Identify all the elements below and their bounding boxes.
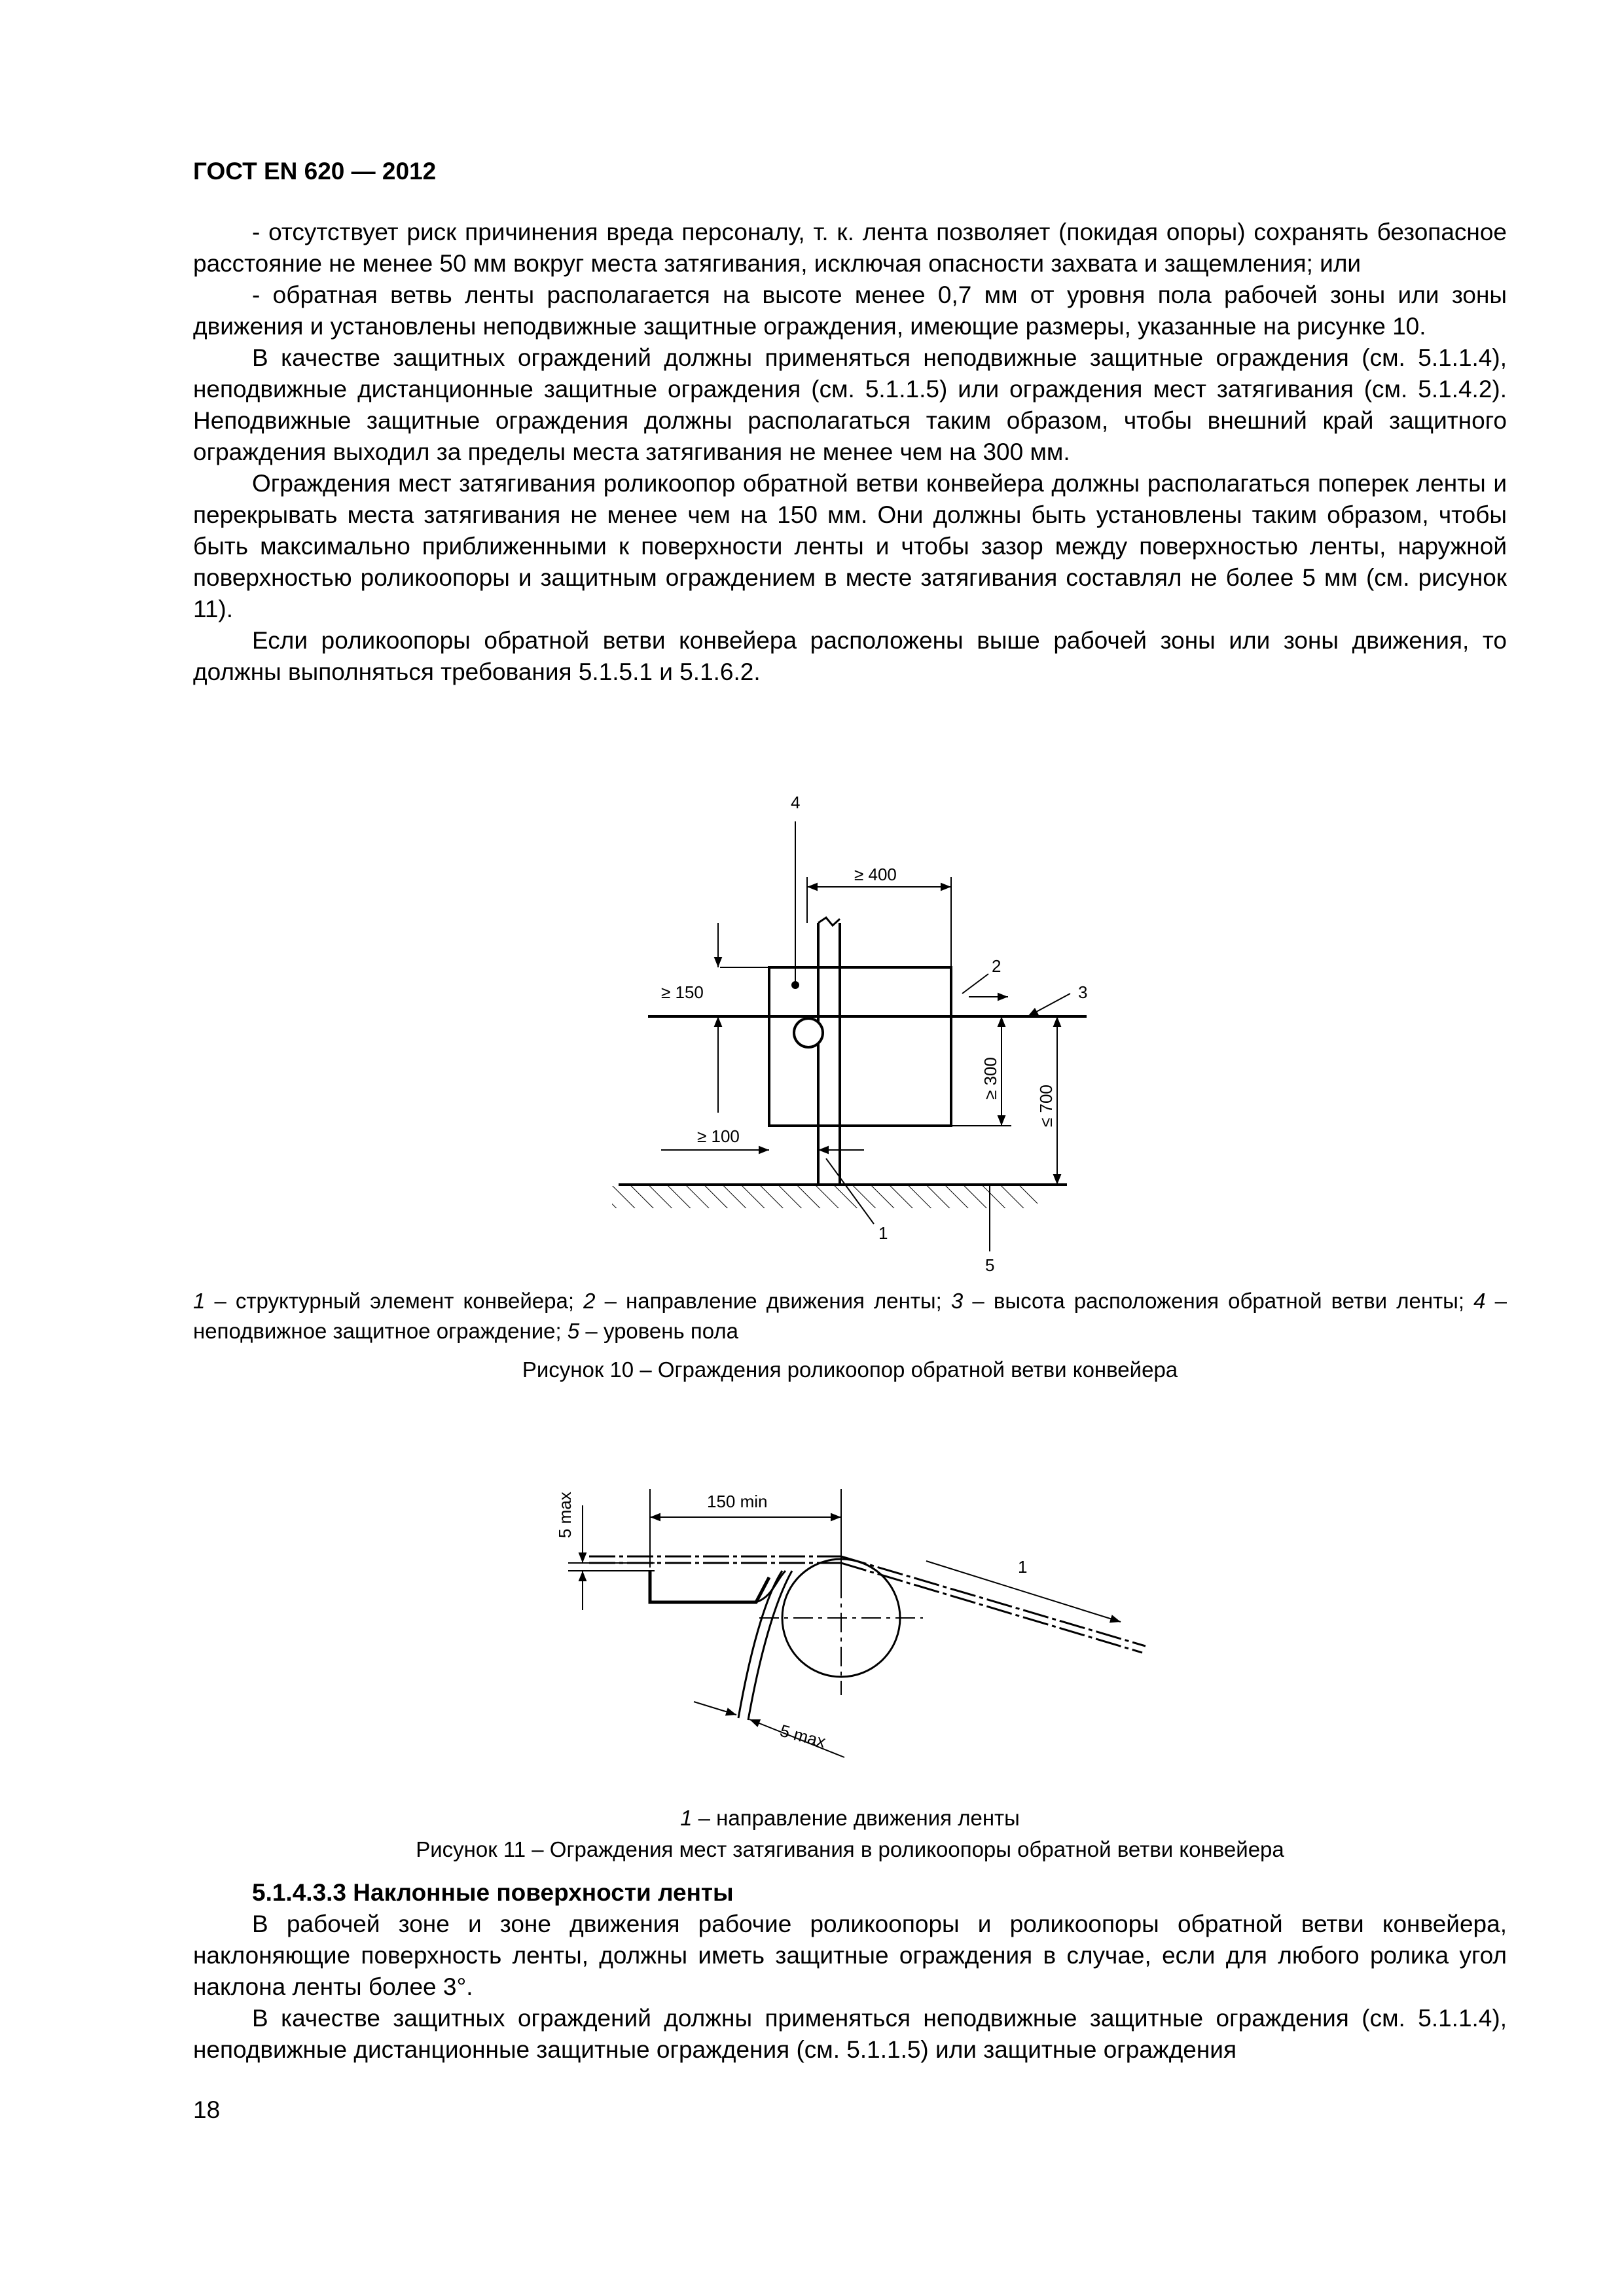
legend-text: – направление движения ленты (692, 1806, 1020, 1830)
dim-700-label: ≤ 700 (1036, 1085, 1056, 1127)
paragraph: - отсутствует риск причинения вреда персоналу, т. к. лента позволяет (покидая опоры) сохранять безопасное расстояние не менее 50 мм вокруг места затягивания, исключая опасности захвата и защемления; или (193, 219, 1507, 277)
paragraph: - обратная ветвь ленты располагается на высоте менее 0,7 мм от уровня пола рабочей зоны или зоны движения и установлены неподвижные защитные ограждения, имеющие размеры, указанные на рисунке 10. (193, 281, 1507, 340)
callout-3: 3 (1078, 982, 1088, 1002)
figure-11-caption: Рисунок 11 – Ограждения мест затягивания в роликоопоры обратной ветви конвейера (416, 1837, 1284, 1861)
callout-4: 4 (791, 793, 801, 812)
callout-5: 5 (985, 1255, 995, 1275)
dim-5max-diag-a (694, 1702, 736, 1715)
body-text-bottom (193, 1909, 1507, 2066)
legend-text: – направление движения ленты; (595, 1289, 951, 1313)
legend-num: 2 (583, 1289, 596, 1313)
legend-num: 1 (193, 1289, 206, 1313)
paragraph: В качестве защитных ограждений должны применяться неподвижные защитные ограждения (см. 5.1.1.4), неподвижные дистанционные защитные ограждения (см. 5.1.1.5) или ограждения мест затягивания (см. 5.1.4.2). Неподвижные защитные ограждения должны располагаться таким образом, чтобы внешний край защитного ограждения выходил за пределы места затягивания не менее чем на 300 мм. (193, 344, 1507, 465)
legend-text: – неподвижное защитное ограждение; (193, 1289, 1507, 1343)
paragraph: Если роликоопоры обратной ветви конвейера расположены выше рабочей зоны или зоны движения, то должны выполняться требования 5.1.5.1 и 5.1.6.2. (193, 627, 1507, 685)
legend-num: 1 (680, 1806, 693, 1830)
dim-5max-d-label: 5 max (778, 1720, 828, 1752)
legend-text: – высота расположения обратной ветви ленты; (963, 1289, 1474, 1313)
paragraph: В качестве защитных ограждений должны применяться неподвижные защитные ограждения (см. 5.1.1.4), неподвижные дистанционные защитные ограждения (см. 5.1.1.5) или защитные ограждения (193, 2005, 1507, 2063)
legend-text: – структурный элемент конвейера; (205, 1289, 584, 1313)
legend-num: 4 (1473, 1289, 1486, 1313)
dim-5max-v-label: 5 max (555, 1492, 575, 1538)
section-heading: 5.1.4.3.3 Наклонные поверхности ленты (252, 1879, 734, 1906)
callout-1: 1 (1018, 1557, 1028, 1577)
legend-text: – уровень пола (579, 1319, 738, 1343)
nip-guard-curve (756, 1571, 785, 1602)
callout-1: 1 (878, 1223, 888, 1243)
document-header: ГОСТ EN 620 — 2012 (193, 158, 437, 185)
belt-out-upper (841, 1556, 1146, 1646)
paragraph: Ограждения мест затягивания роликоопор обратной ветви конвейера должны располагаться поперек ленты и перекрывать места затягивания не менее чем на 150 мм. Они должны быть установлены таким образом, чтобы быть максимально приближенными к поверхности ленты и чтобы зазор между поверхностью ленты, наружной поверхностью роликоопоры и защитным ограждением в месте затягивания составлял не более 5 мм (см. рисунок 11). (193, 470, 1507, 622)
paragraph: В рабочей зоне и зоне движения рабочие роликоопоры и роликоопоры обратной ветви конвейера, наклоняющие поверхность ленты, должны иметь защитные ограждения в случае, если для любого ролика угол наклона ленты более 3°. (193, 1910, 1507, 2000)
figure-11-legend (193, 1803, 1507, 1833)
dim-100-label: ≥ 100 (697, 1126, 740, 1146)
legend-num: 3 (950, 1289, 964, 1313)
nip-guard (650, 1571, 769, 1602)
belt-out-lower (841, 1563, 1142, 1653)
figure-10-caption: Рисунок 10 – Ограждения роликоопор обратной ветви конвейера (522, 1357, 1178, 1382)
dim-150-min-label: 150 min (707, 1492, 768, 1511)
page-number: 18 (193, 2096, 221, 2123)
dim-150-label: ≥ 150 (661, 982, 704, 1002)
callout-2: 2 (992, 956, 1001, 976)
dim-300-label: ≥ 300 (981, 1057, 1000, 1100)
dim-400-label: ≥ 400 (854, 865, 897, 884)
legend-num: 5 (567, 1319, 580, 1343)
